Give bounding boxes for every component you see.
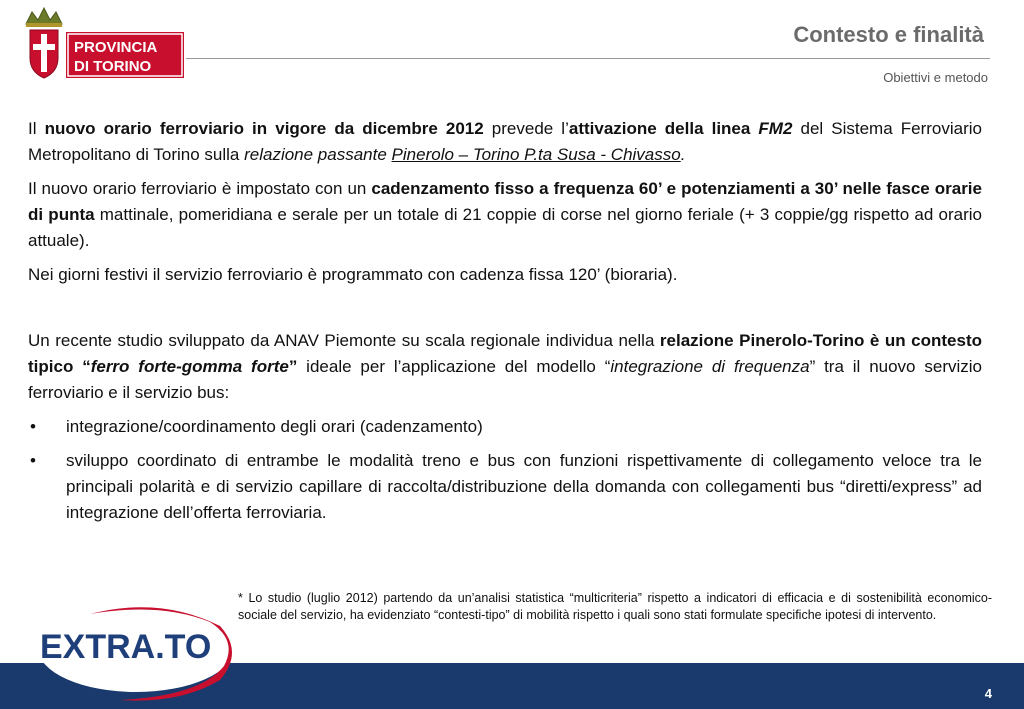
provincia-di-torino-logo [22, 6, 186, 80]
list-item-text: integrazione/coordinamento degli orari (cadenzamento) [66, 417, 483, 436]
footnote: * Lo studio (luglio 2012) partendo da un’analisi statistica “multicriteria” rispetto a indicatori di efficacia e di sostenibilità economico-sociale del servizio, ha evidenziato “contesti-tipo” di mobilità rispetto i quali sono stati formulate specifiche ipotesi di intervento. [238, 591, 992, 622]
text-run: relazione Pinerolo-Torino è un contesto tipico “ [28, 331, 983, 376]
text-run: del Sistema Ferroviario Metropolitano di Torino sulla [28, 119, 982, 164]
list-item-text: sviluppo coordinato di entrambe le modalità treno e bus con funzioni rispettivamente di collegamento veloce tra le principali polarità e di servizio capillare di raccolta/distribuzione della domanda con collegamenti bus “diretti/express” ad integrazione dell’offerta ferroviaria. [66, 451, 982, 522]
crown-icon [26, 8, 62, 27]
paragraph-3: Nei giorni festivi il servizio ferroviario è programmato con cadenza fissa 120’ (bioraria). [28, 265, 678, 284]
text-run: nuovo orario ferroviario in vigore da dicembre 2012 [44, 119, 484, 138]
text-run: integrazione di frequenza [610, 357, 810, 376]
bullet-icon: • [30, 451, 36, 470]
text-run: Il nuovo orario ferroviario è impostato con un [28, 179, 372, 198]
text-run: mattinale, pomeridiana e serale per un totale di 21 coppie di corse nel giorno feriale (+ 3 coppie/gg rispetto ad orario attuale). [28, 205, 982, 250]
list-item [28, 448, 982, 526]
text-run: prevede l’ [483, 119, 569, 138]
text-run: ” [288, 357, 298, 376]
text-run: relazione passante [244, 145, 387, 164]
text-run: ferro forte-gomma forte [90, 357, 289, 376]
extra-to-logo [30, 600, 242, 705]
text-run: Pinerolo – Torino P.ta Susa - Chivasso [391, 145, 681, 164]
logo-text-line2: DI TORINO [74, 58, 152, 75]
bullet-icon: • [30, 417, 36, 436]
paragraph-1 [28, 116, 982, 168]
text-run: Un recente studio sviluppato da ANAV Piemonte su scala regionale individua nella [28, 331, 660, 350]
page-subtitle: Obiettivi e metodo [883, 70, 988, 85]
coat-of-arms-icon [30, 30, 58, 78]
page-number: 4 [984, 686, 992, 701]
text-run: attivazione della linea [568, 119, 759, 138]
text-run: . [680, 145, 686, 164]
paragraph-4 [28, 328, 982, 406]
text-run: ” tra il nuovo servizio ferroviario e il servizio bus: [28, 357, 982, 402]
text-run: Il [28, 119, 45, 138]
text-run: FM2 [758, 119, 793, 138]
logo-text-line1: PROVINCIA [74, 39, 158, 56]
text-run: cadenzamento fisso a frequenza 60’ e potenziamenti a 30’ nelle fasce orarie di punta [28, 179, 982, 224]
paragraph-2 [28, 176, 982, 254]
text-run: ideale per l’applicazione del modello “ [297, 357, 611, 376]
page-title: Contesto e finalità [793, 22, 984, 47]
list-item [28, 414, 982, 440]
main-content [28, 116, 982, 534]
extra-logo-text: EXTRA.TO [40, 628, 212, 666]
header-divider [186, 58, 990, 59]
